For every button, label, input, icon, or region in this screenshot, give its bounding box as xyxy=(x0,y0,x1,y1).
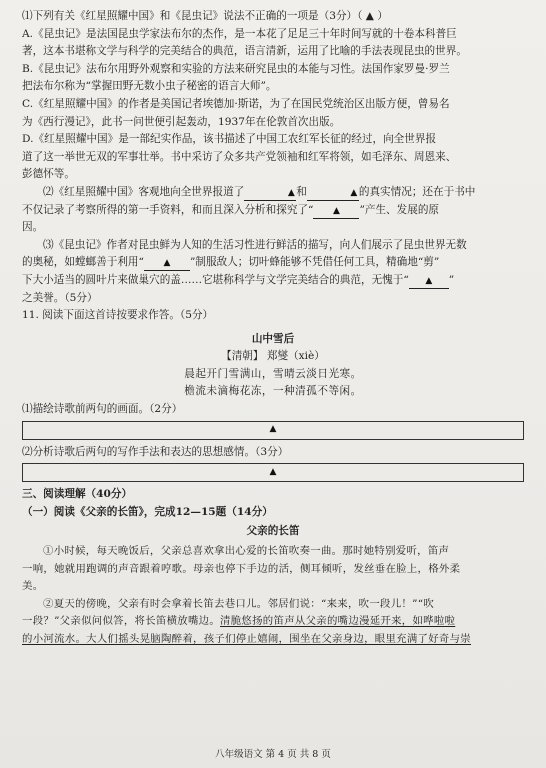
poem-title: 山中雪后 xyxy=(251,332,295,345)
answer-box-1[interactable]: ▲ xyxy=(22,421,524,440)
option-b-line2: 把法布尔称为“掌握田野无数小虫子秘密的语言大师”。 xyxy=(22,80,277,93)
q10-part3-line2: 的奥秘，如螳螂善于利用“ ▲ ”制服敌人；切叶蜂能够不凭借任何工具，精确地“剪” xyxy=(22,254,524,272)
para2-line1: ②夏天的傍晚，父亲有时会拿着长笛去巷口儿。邻居们说：“来来，吹一段儿！”“吹 xyxy=(43,597,435,610)
option-d-line3: 彭德怀等。 xyxy=(22,168,75,181)
para1-line2: 一响，她就用跑调的声音跟着哼歌。母亲也停下手边的活，侧耳倾听，发丝垂在脸上，格外柔 xyxy=(22,562,461,575)
option-a-line2: 著，这本书堪称文学与科学的完美结合的典范，语言清新，运用了比喻的手法表现昆虫的世界。 xyxy=(22,45,467,58)
q10-part3-line3: 下大小适当的圆叶片来做巢穴的盖……它堪称科学与文学完美结合的典范，无愧于“ ▲ ” xyxy=(22,272,524,290)
option-c-line2: 为《西行漫记》，此书一问世便引起轰动，1937年在伦敦首次出版。 xyxy=(22,115,341,128)
section3-subtitle: （一）阅读《父亲的长笛》，完成12—15题（14分） xyxy=(22,505,273,518)
poem-line-2: 檐流未滴梅花冻，一种清孤不等闲。 xyxy=(184,385,362,398)
q10-part3-line1: ⑶《昆虫记》作者对昆虫鲜为人知的生活习性进行鲜活的描写，向人们展示了昆虫世界无数 xyxy=(43,238,467,251)
para2-line2: 一段？”父亲似问似答，将长笛横放嘴边。清脆悠扬的笛声从父亲的嘴边漫延开来，如哗啦啦 xyxy=(22,615,456,628)
q11-stem: 11. 阅读下面这首诗按要求作答。（5分） xyxy=(22,309,214,322)
q10-part2-line3: 因。 xyxy=(22,221,44,234)
q10-part2-line1: ⑵《红星照耀中国》客观地向全世界报道了 ▲ 和 ▲ 的真实情况；还在于书中 xyxy=(22,184,524,202)
option-c-line1: C.《红星照耀中国》的作者是美国记者埃德加·斯诺，为了在国民党统治区出版方便，曾易名 xyxy=(22,97,450,110)
answer-blank[interactable]: ▲ xyxy=(307,185,359,201)
article-title: 父亲的长笛 xyxy=(246,525,300,538)
poem-author: 【清朝】 郑燮（xiè） xyxy=(221,350,325,363)
section3-title: 三、阅读理解（40分） xyxy=(22,488,133,501)
option-d-line1: D.《红星照耀中国》是一部纪实作品，该书描述了中国工农红军长征的经过，向全世界报 xyxy=(22,133,437,146)
q10-part3-line4: 之美誉。（5分） xyxy=(22,291,98,304)
answer-box-2[interactable]: ▲ xyxy=(22,463,524,482)
answer-blank[interactable]: ▲ xyxy=(244,185,296,201)
option-a-line1: A.《昆虫记》是法国昆虫学家法布尔的杰作，是一本花了足足三十年时间写就的十卷本科普巨 xyxy=(22,27,457,40)
q11-sub2: ⑵分析诗歌后两句的写作手法和表达的思想感情。（3分） xyxy=(22,445,289,458)
para2-line3: 的小河流水。大人们摇头晃脑陶醉着，孩子们停止嬉闹，围坐在父亲身边，眼里充满了好奇与崇 xyxy=(22,633,472,645)
option-b-line1: B.《昆虫记》法布尔用野外观察和实验的方法来研究昆虫的本能与习性。法国作家罗曼·罗兰 xyxy=(22,62,450,75)
poem-line-1: 晨起开门雪满山，雪晴云淡日光寒。 xyxy=(184,367,362,380)
q10-part2-line2: 不仅记录了考察所得的第一手资料，和而且深入分析和探究了“ ▲ ”产生、发展的原 xyxy=(22,202,524,220)
para1-line1: ①小时候，每天晚饭后，父亲总喜欢拿出心爱的长笛吹奏一曲。那时她特别爱听，笛声 xyxy=(43,545,450,558)
page-footer: 八年级语文 第 4 页 共 8 页 xyxy=(215,749,331,761)
q10-part1-stem: ⑴下列有关《红星照耀中国》和《昆虫记》说法不正确的一项是（3分）（ ▲ ） xyxy=(22,10,388,22)
answer-blank[interactable]: ▲ xyxy=(313,203,359,219)
para1-line3: 美。 xyxy=(22,580,44,593)
q11-sub1: ⑴描绘诗歌前两句的画面。（2分） xyxy=(22,403,183,416)
option-d-line2: 道了这一举世无双的军事壮举。书中采访了众多共产党领袖和红军将领，如毛泽东、周恩来、 xyxy=(22,150,457,163)
answer-blank[interactable]: ▲ xyxy=(144,255,190,271)
answer-blank[interactable]: ▲ xyxy=(409,273,449,289)
